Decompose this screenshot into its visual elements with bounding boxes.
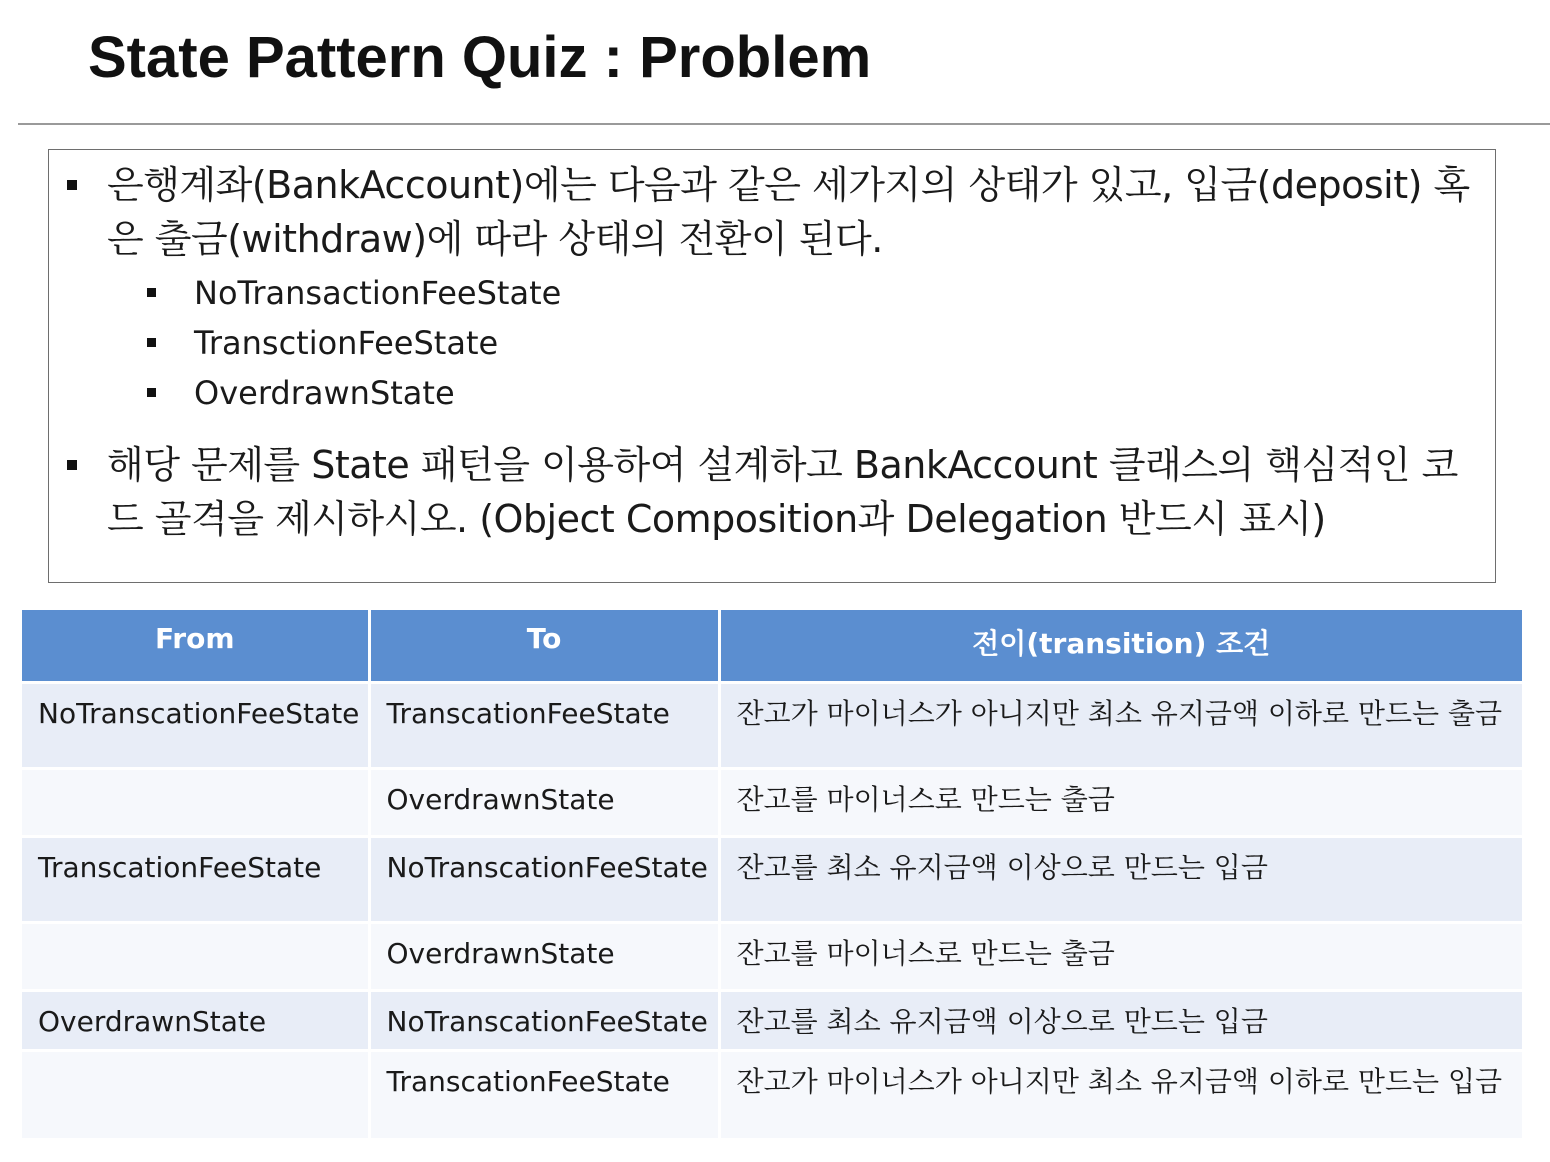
list-item (147, 268, 561, 318)
state-list (147, 268, 561, 418)
header-condition: 전이(transition) 조건 (719, 610, 1522, 682)
cell-condition: 잔고가 마이너스가 아니지만 최소 유지금액 이하로 만드는 출금 (719, 682, 1522, 768)
state-name: OverdrawnState (194, 374, 455, 412)
bullet-square-icon (67, 180, 77, 190)
cell-from: OverdrawnState (22, 990, 369, 1050)
table-row (22, 990, 1522, 1050)
bullet-text: 은행계좌(BankAccount)에는 다음과 같은 세가지의 상태가 있고, 입금(deposit) 혹은 출금(withdraw)에 따라 상태의 전환이 된다. (107, 163, 1470, 261)
cell-condition: 잔고가 마이너스가 아니지만 최소 유지금액 이하로 만드는 입금 (719, 1050, 1522, 1138)
cell-from (22, 922, 369, 990)
bullet-square-icon (67, 460, 77, 470)
cell-from: TranscationFeeState (22, 836, 369, 922)
bullet-square-icon (147, 388, 156, 397)
bullet-square-icon (147, 288, 156, 297)
slide-title: State Pattern Quiz : Problem (88, 25, 872, 90)
cell-to: TranscationFeeState (369, 1050, 719, 1138)
cell-condition: 잔고를 마이너스로 만드는 출금 (719, 922, 1522, 990)
cell-condition: 잔고를 최소 유지금액 이상으로 만드는 입금 (719, 836, 1522, 922)
table-row (22, 1050, 1522, 1138)
bullet-square-icon (147, 338, 156, 347)
cell-from: NoTranscationFeeState (22, 682, 369, 768)
header-to: To (369, 610, 719, 682)
transition-table-wrapper (22, 610, 1522, 1138)
cell-to: OverdrawnState (369, 922, 719, 990)
cell-condition: 잔고를 마이너스로 만드는 출금 (719, 768, 1522, 836)
title-divider (18, 123, 1550, 125)
cell-from (22, 768, 369, 836)
bullet-account-states (67, 158, 1477, 266)
cell-to: TranscationFeeState (369, 682, 719, 768)
table-header-row (22, 610, 1522, 682)
cell-condition: 잔고를 최소 유지금액 이상으로 만드는 입금 (719, 990, 1522, 1050)
table-row (22, 768, 1522, 836)
list-item (147, 318, 561, 368)
table-row (22, 922, 1522, 990)
cell-to: NoTranscationFeeState (369, 836, 719, 922)
table-row (22, 836, 1522, 922)
state-name: NoTransactionFeeState (194, 274, 562, 312)
state-name: TransctionFeeState (194, 324, 499, 362)
problem-text-box (48, 149, 1496, 583)
header-from: From (22, 610, 369, 682)
bullet-task (67, 438, 1477, 546)
transition-table (22, 610, 1522, 1138)
bullet-text: 해당 문제를 State 패턴을 이용하여 설계하고 BankAccount 클래스의 핵심적인 코드 골격을 제시하시오. (Object Composition과 Delegation 반드시 표시) (107, 443, 1458, 541)
list-item (147, 368, 561, 418)
table-row (22, 682, 1522, 768)
cell-to: OverdrawnState (369, 768, 719, 836)
cell-from (22, 1050, 369, 1138)
cell-to: NoTranscationFeeState (369, 990, 719, 1050)
